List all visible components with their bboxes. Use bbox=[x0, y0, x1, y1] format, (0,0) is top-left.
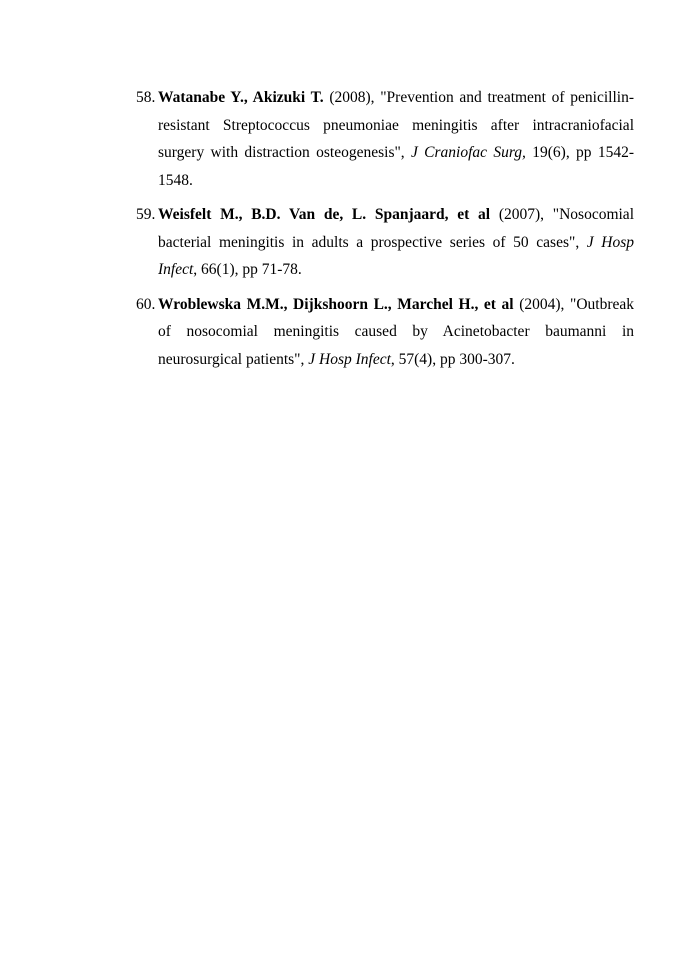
reference-text bbox=[158, 84, 634, 194]
reference-journal: J Craniofac Surg, bbox=[410, 144, 526, 161]
reference-details: 19(6), pp 1542-1548. bbox=[158, 144, 634, 189]
reference-year: (2007), bbox=[490, 206, 553, 223]
reference-details: , 66(1), pp 71-78. bbox=[193, 261, 302, 278]
reference-item bbox=[136, 84, 634, 194]
reference-text bbox=[158, 201, 634, 284]
reference-year: (2004), bbox=[513, 295, 570, 313]
reference-number: 58. bbox=[136, 89, 156, 106]
reference-journal: J Hosp Infect bbox=[158, 233, 635, 278]
reference-authors: Wroblewska M.M., Dijkshoorn L., Marchel H., et al bbox=[158, 295, 514, 313]
reference-details: , 57(4), pp 300-307. bbox=[390, 350, 515, 368]
reference-number: 60. bbox=[136, 295, 156, 313]
reference-number: 59. bbox=[136, 206, 156, 223]
reference-title: "Prevention and treatment of penicillin-resistant Streptococcus pneumoniae meningitis after intracraniofacial surgery with distraction osteogenesis", bbox=[158, 89, 634, 161]
reference-text bbox=[158, 291, 634, 374]
reference-journal: J Hosp Infect bbox=[308, 350, 391, 368]
reference-authors: Weisfelt M., B.D. Van de, L. Spanjaard, et al bbox=[158, 206, 491, 223]
reference-item bbox=[136, 201, 634, 284]
reference-item bbox=[136, 291, 634, 374]
reference-title: "Nosocomial bacterial meningitis in adults a prospective series of 50 cases", bbox=[158, 206, 634, 251]
reference-year: (2008), bbox=[323, 89, 381, 106]
reference-authors: Watanabe Y., Akizuki T. bbox=[158, 89, 324, 106]
reference-title: "Outbreak of nosocomial meningitis caused by Acinetobacter baumanni in neurosurgical patients", bbox=[158, 295, 634, 368]
reference-list bbox=[136, 84, 634, 380]
